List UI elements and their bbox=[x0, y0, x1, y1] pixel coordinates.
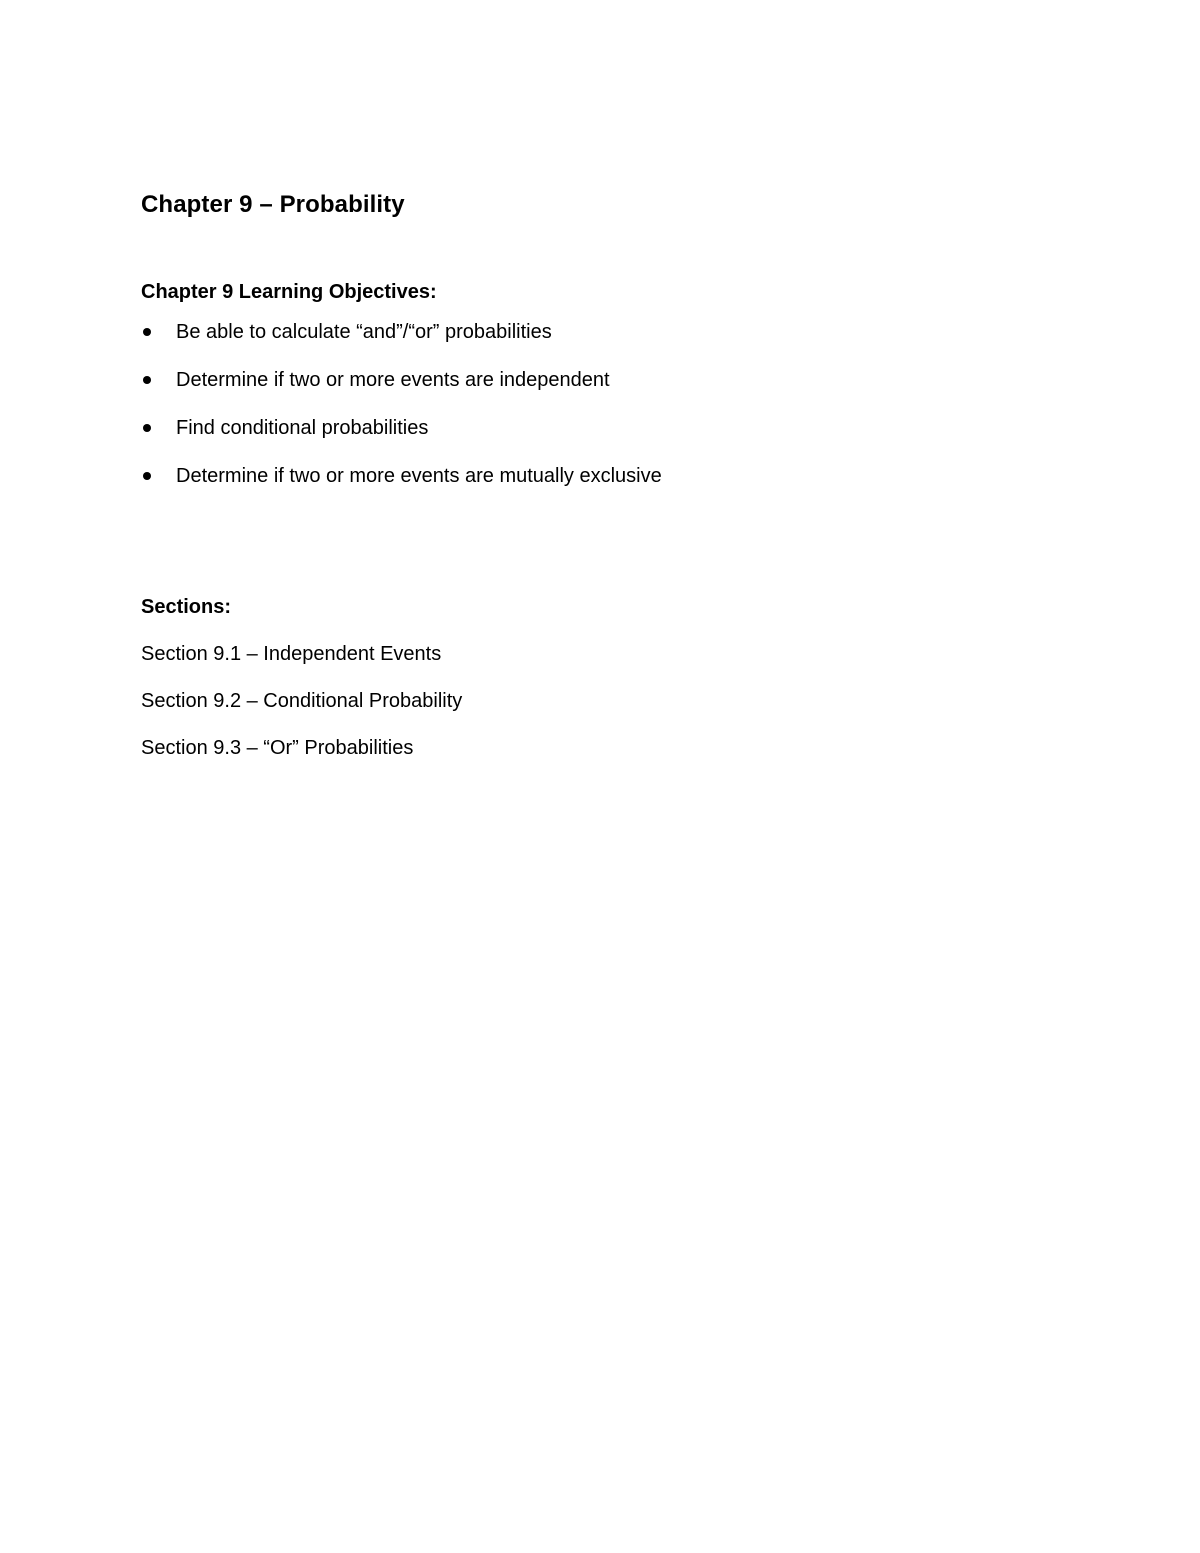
list-item bbox=[141, 366, 1101, 394]
objective-text: Find conditional probabilities bbox=[176, 417, 429, 439]
section-item-9-3: Section 9.3 – “Or” Probabilities bbox=[141, 737, 414, 759]
chapter-title: Chapter 9 – Probability bbox=[141, 191, 405, 218]
bullet-icon bbox=[143, 472, 151, 480]
list-item bbox=[141, 318, 1101, 346]
list-item bbox=[141, 462, 1101, 490]
objective-text: Determine if two or more events are mutually exclusive bbox=[176, 465, 662, 487]
sections-list bbox=[141, 640, 1101, 762]
page-content bbox=[141, 188, 1101, 781]
objective-text: Determine if two or more events are independent bbox=[176, 369, 610, 391]
list-item bbox=[141, 414, 1101, 442]
objectives-heading: Chapter 9 Learning Objectives: bbox=[141, 281, 437, 303]
bullet-icon bbox=[143, 424, 151, 432]
objective-text: Be able to calculate “and”/“or” probabilities bbox=[176, 321, 552, 343]
section-item-9-2: Section 9.2 – Conditional Probability bbox=[141, 690, 463, 712]
section-item-9-1: Section 9.1 – Independent Events bbox=[141, 643, 442, 665]
sections-heading: Sections: bbox=[141, 596, 232, 618]
bullet-icon bbox=[143, 376, 151, 384]
bullet-icon bbox=[143, 328, 151, 336]
objectives-list bbox=[141, 318, 1101, 490]
